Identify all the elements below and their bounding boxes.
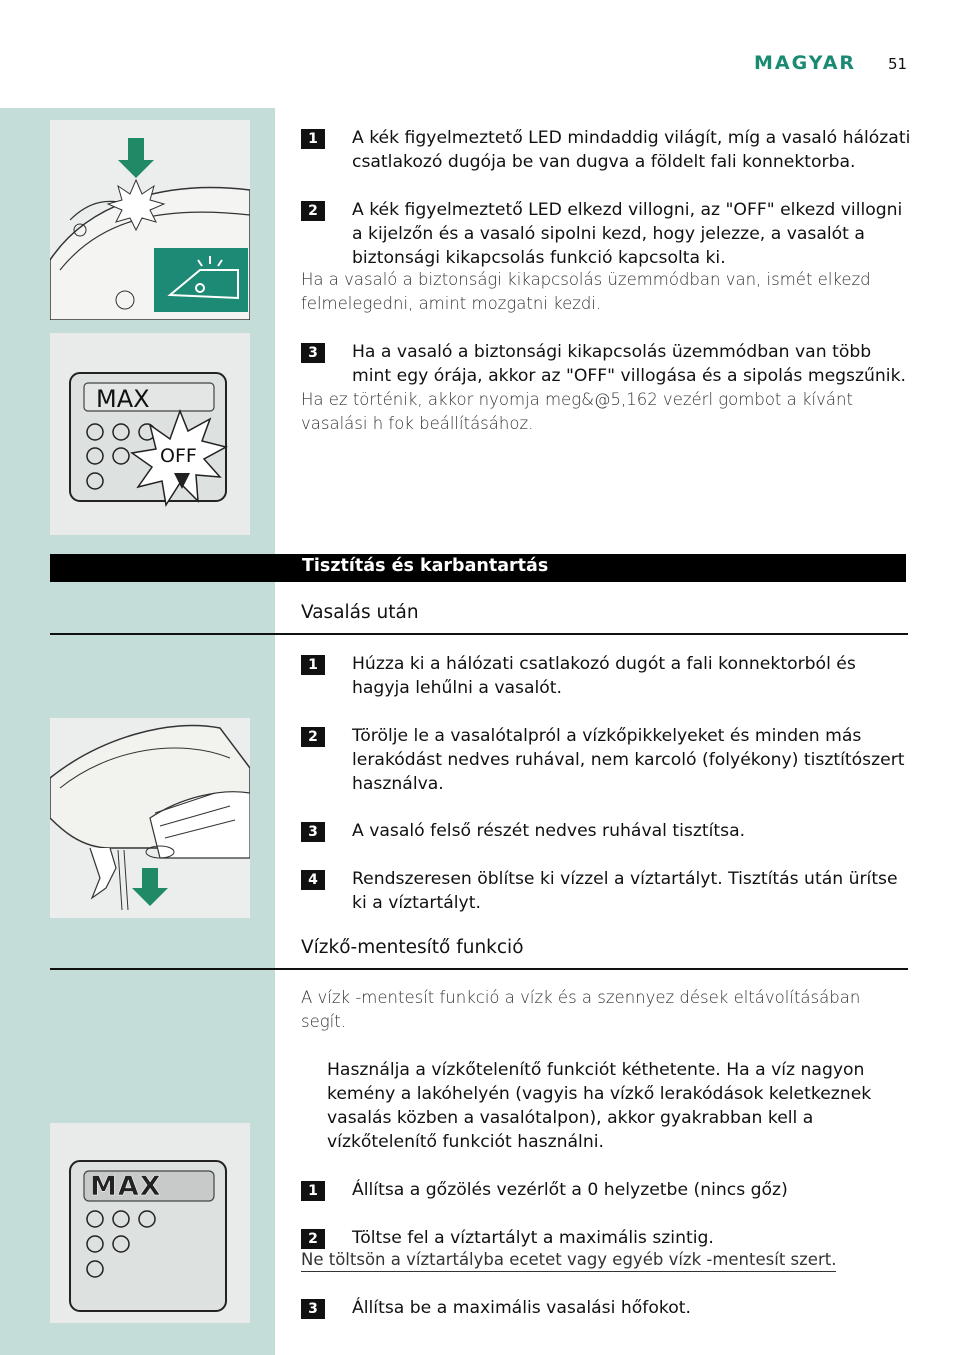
language-label: MAGYAR — [754, 52, 857, 74]
step-block — [301, 867, 911, 915]
step-text: Ha a vasaló a biztonsági kikapcsolás üzemmódban van több mint egy órája, akkor az "OFF" villogása és a sipolás megszűnik. — [352, 342, 907, 386]
display-off-drawing — [50, 333, 250, 535]
step-number: 1 — [301, 655, 325, 675]
step-block — [301, 1178, 911, 1202]
paragraph: Használja a vízkőtelenítő funkciót kéthetente. Ha a víz nagyon kemény a lakóhelyén (vagyis ha vízkő lerakódások keletkeznek vasalás közben a vasalótalpon), akkor gyakrabban kell a vízkőtelenítő funkciót használni. — [327, 1060, 872, 1152]
step-block — [301, 819, 911, 843]
step-number: 1 — [301, 129, 325, 149]
step-block — [301, 1226, 911, 1250]
cleaning-drawing — [50, 718, 250, 918]
note-text: Ha ez történik, akkor nyomja meg&@5,162 vezérl gombot a kívánt vasalási h fok beállításához. — [301, 390, 853, 433]
step-number: 2 — [301, 727, 325, 747]
step-text: Állítsa be a maximális vasalási hőfokot. — [352, 1298, 691, 1318]
step-block — [301, 126, 911, 174]
section-title-bar — [50, 554, 906, 582]
display-max-drawing — [50, 1123, 250, 1323]
warning-text: Ne töltsön a víztartályba ecetet vagy egyéb vízk -mentesít szert. — [301, 1249, 836, 1272]
intro-line: segít. — [301, 1012, 346, 1031]
step-block — [301, 1296, 911, 1320]
step-block — [301, 652, 911, 700]
step-block — [301, 340, 911, 388]
step-block — [301, 724, 911, 796]
display-off-text: OFF — [160, 445, 197, 467]
step-text: A kék figyelmeztető LED mindaddig világít, míg a vasaló hálózati csatlakozó dugója be van dugva a földelt fali konnektorba. — [352, 128, 911, 172]
intro-line: A vízk -mentesít funkció a vízk és a szennyez dések eltávolításában — [301, 988, 861, 1007]
step-text: Töltse fel a víztartályt a maximális szintig. — [352, 1228, 714, 1248]
page-number: 51 — [888, 55, 908, 73]
subheading: Vízkő-mentesítő funkció — [301, 937, 524, 958]
step-number: 3 — [301, 1299, 325, 1319]
step-block — [301, 198, 911, 270]
display-max-bold-text: MAX — [90, 1171, 162, 1202]
step-text: A vasaló felső részét nedves ruhával tisztítsa. — [352, 821, 746, 841]
step-number: 2 — [301, 1229, 325, 1249]
step-number: 3 — [301, 343, 325, 363]
step-number: 3 — [301, 822, 325, 842]
step-text: Húzza ki a hálózati csatlakozó dugót a fali konnektorból és hagyja lehűlni a vasalót. — [352, 654, 856, 698]
display-max-text: MAX — [96, 385, 150, 413]
step-text: Törölje le a vasalótalpról a vízkőpikkelyeket és minden más lerakódást nedves ruhával, nem karcoló (folyékony) tisztítószert használva. — [352, 726, 905, 794]
step-number: 1 — [301, 1181, 325, 1201]
step-number: 2 — [301, 201, 325, 221]
cleaning-illustration — [50, 718, 250, 918]
step-text: A kék figyelmeztető LED elkezd villogni, az "OFF" elkezd villogni a kijelzőn és a vasaló sipolni kezd, hogy jelezze, a vasalót a biztonsági kikapcsolás funkció kapcsolta ki. — [352, 200, 903, 268]
step-text: Rendszeresen öblítse ki vízzel a víztartályt. Tisztítás után ürítse ki a víztartályt. — [352, 869, 898, 913]
section-title: Tisztítás és karbantartás — [302, 556, 549, 576]
subheading: Vasalás után — [301, 602, 419, 623]
step-number: 4 — [301, 870, 325, 890]
iron-led-drawing — [50, 120, 250, 320]
display-max-illustration — [50, 1123, 250, 1323]
divider — [50, 633, 908, 635]
display-off-illustration — [50, 333, 250, 535]
divider — [50, 968, 908, 970]
note-text: Ha a vasaló a biztonsági kikapcsolás üzemmódban van, ismét elkezd felmelegedni, amint mozgatni kezdi. — [301, 270, 871, 313]
iron-led-illustration — [50, 120, 250, 320]
step-text: Állítsa a gőzölés vezérlőt a 0 helyzetbe (nincs gőz) — [352, 1180, 788, 1200]
